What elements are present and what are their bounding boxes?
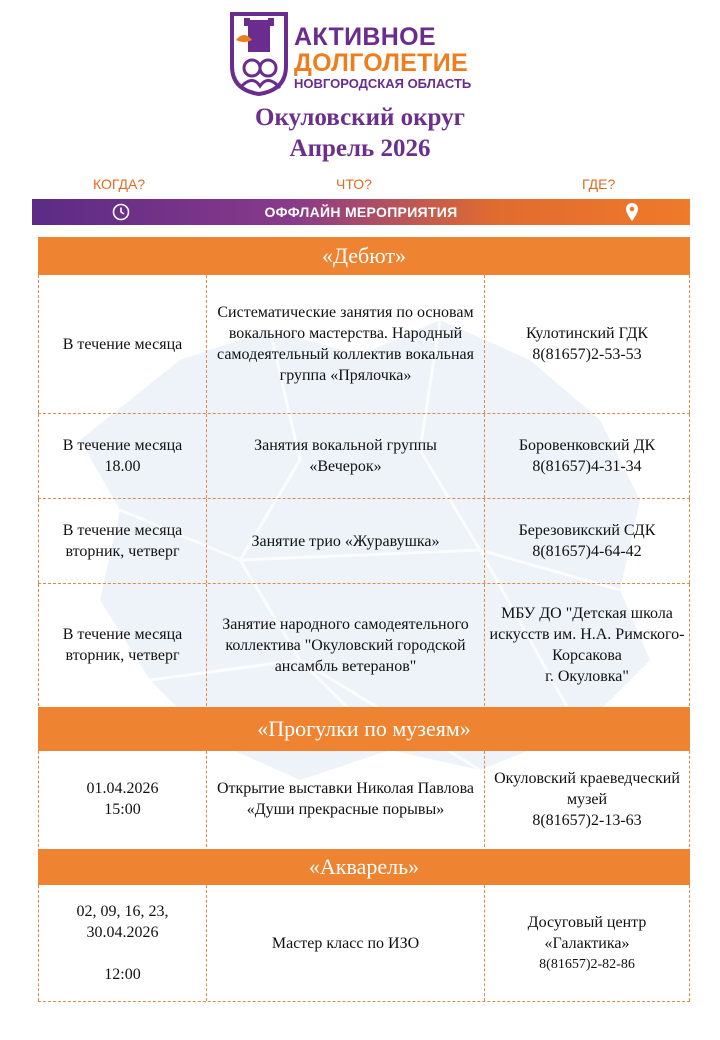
- logo-line-1: АКТИВНОЕ: [294, 23, 436, 51]
- table-row: [38, 414, 690, 499]
- row-where-phone: 8(81657)2-82-86: [539, 956, 635, 972]
- offline-events-banner: [32, 199, 690, 225]
- logo-line-2: ДОЛГОЛЕТИЕ: [294, 49, 468, 77]
- banner-label: ОФФЛАЙН МЕРОПРИЯТИЯ: [264, 204, 458, 220]
- row-what: Мастер класс по ИЗО: [271, 934, 420, 952]
- section-header-museums: «Прогулки по музеям»: [38, 707, 690, 751]
- month-title: Апрель 2026: [289, 135, 431, 162]
- row-what: Занятие народного самодеятельного коллектива "Окуловский городской ансамбль ветеранов": [222, 615, 469, 675]
- district-title: Окуловский округ: [255, 104, 465, 131]
- active-longevity-logo: [228, 10, 498, 96]
- row-where: Боровенковский ДК 8(81657)4-31-34: [518, 437, 656, 475]
- row-when: 01.04.2026 15:00: [86, 780, 159, 818]
- column-headers: [0, 176, 720, 196]
- col-when: КОГДА?: [93, 176, 146, 192]
- row-when: В течение месяца вторник, четверг: [62, 626, 183, 664]
- row-what: Занятия вокальной группы «Вечерок»: [254, 437, 437, 475]
- col-where: ГДЕ?: [582, 176, 616, 192]
- row-where: Березовикский СДК 8(81657)4-64-42: [518, 522, 656, 560]
- table-row: [38, 584, 690, 706]
- row-what: Систематические занятия по основам вокального мастерства. Народный самодеятельный коллектив вокальная группа «Прялочка»: [217, 304, 474, 384]
- row-when: 02, 09, 16, 23, 30.04.2026 12:00: [76, 903, 169, 983]
- logo-line-3: НОВГОРОДСКАЯ ОБЛАСТЬ: [294, 76, 472, 91]
- row-when: В течение месяца: [62, 335, 183, 353]
- emblem-icon: [228, 10, 290, 96]
- row-where: МБУ ДО "Детская школа искусств им. Н.А. Римского-Корсакова г. Окуловка": [489, 605, 685, 685]
- row-where: Окуловский краеведческий музей 8(81657)2-13-63: [494, 769, 680, 829]
- row-what: Открытие выставки Николая Павлова «Души прекрасные порывы»: [216, 780, 475, 818]
- table-row: [38, 275, 690, 414]
- row-when: В течение месяца 18.00: [62, 437, 183, 475]
- table-row: [38, 885, 690, 1002]
- col-what: ЧТО?: [336, 176, 372, 192]
- table-row: [38, 751, 690, 847]
- section-header-watercolor: «Акварель»: [38, 849, 690, 885]
- table-row: [38, 499, 690, 584]
- row-what: Занятие трио «Журавушка»: [251, 532, 440, 550]
- row-when: В течение месяца вторник, четверг: [62, 522, 183, 560]
- row-where: Досуговый центр «Галактика»: [527, 913, 647, 952]
- location-pin-icon: [625, 202, 639, 222]
- row-where: Кулотинский ГДК 8(81657)2-53-53: [525, 325, 649, 363]
- section-header-debut: «Дебют»: [38, 237, 690, 275]
